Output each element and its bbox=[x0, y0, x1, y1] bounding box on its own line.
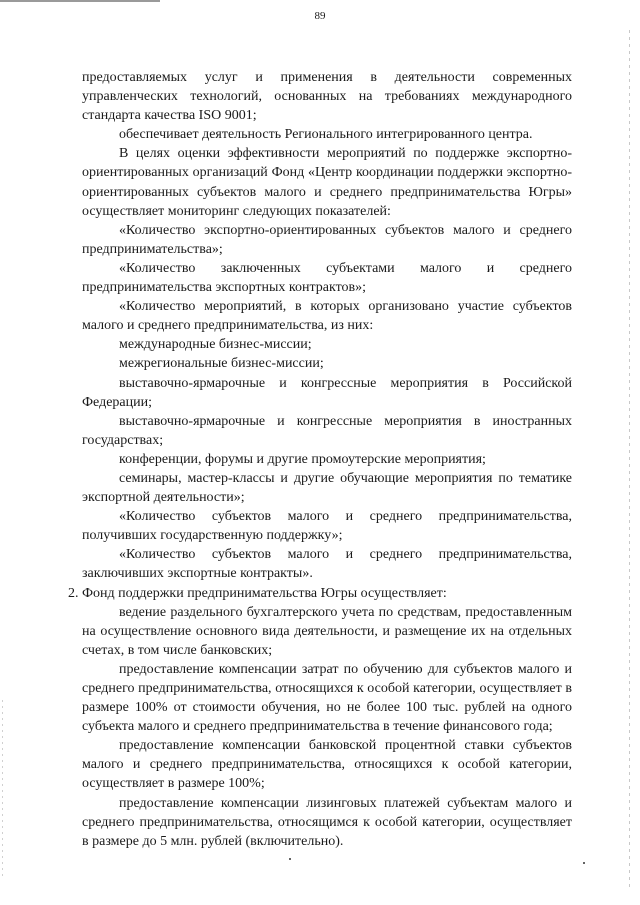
paragraph: «Количество субъектов малого и среднего предпринимательства, заключивших экспортные контракты». bbox=[82, 547, 572, 582]
paragraph: «Количество мероприятий, в которых организовано участие субъектов малого и среднего предпринимательства, из них: bbox=[82, 299, 572, 334]
list-item: международные бизнес-миссии; bbox=[119, 337, 312, 353]
scan-edge-right bbox=[629, 30, 630, 890]
paragraph: предоставление компенсации затрат по обучению для субъектов малого и среднего предпринимательства, относящихся к особой категории, осуществляет в размере 100% от стоимости обучения, но не более 100 тыс. рублей на одного субъекта малого и среднего предпринимательства в течение финансового года; bbox=[82, 661, 572, 735]
scan-edge-left bbox=[2, 700, 3, 880]
list-item: выставочно-ярмарочные и конгрессные мероприятия в иностранных государствах; bbox=[82, 413, 572, 448]
paragraph: обеспечивает деятельность Регионального интегрированного центра. bbox=[119, 127, 533, 143]
paragraph: В целях оценки эффективности мероприятий по поддержке экспортно-ориентированных организаций Фонд «Центр координации поддержки экспортно-ориентированных субъектов малого и среднего предпринимательства Югры» осуществляет мониторинг следующих показателей: bbox=[82, 146, 572, 219]
page-number: 89 bbox=[314, 10, 326, 22]
list-item: семинары, мастер-классы и другие обучающие мероприятия по тематике экспортной деятельности»; bbox=[82, 470, 572, 506]
paragraph: предоставление компенсации банковской процентной ставки субъектов малого и среднего предпринимательства, относящихся к особой категории, осуществляет в размере 100%; bbox=[82, 738, 572, 792]
paragraph: предоставляемых услуг и применения в деятельности современных управленческих технологий, основанных на требованиях международного стандарта качества ISO 9001; bbox=[82, 70, 572, 124]
paragraph-text: Фонд поддержки предпринимательства Югры осуществляет: bbox=[82, 585, 447, 601]
scan-speck bbox=[583, 862, 585, 864]
paragraph: ведение раздельного бухгалтерского учета по средствам, предоставленным на осуществление основного вида деятельности, и размещение их на отдельных счетах, в том числе банковских; bbox=[82, 604, 572, 658]
body-text bbox=[68, 68, 572, 851]
scan-speck bbox=[289, 858, 291, 860]
list-item: выставочно-ярмарочные и конгрессные мероприятия в Российской Федерации; bbox=[82, 375, 572, 410]
scan-edge-top bbox=[0, 0, 160, 2]
paragraph-number: 2. bbox=[68, 585, 79, 601]
paragraph: «Количество заключенных субъектами малого и среднего предпринимательства экспортных контрактов»; bbox=[82, 260, 572, 296]
list-item: межрегиональные бизнес-миссии; bbox=[119, 356, 324, 372]
numbered-paragraph bbox=[68, 584, 572, 603]
list-item: конференции, форумы и другие промоутерские мероприятия; bbox=[119, 451, 486, 467]
paragraph: «Количество экспортно-ориентированных субъектов малого и среднего предпринимательства»; bbox=[82, 222, 572, 257]
paragraph: предоставление компенсации лизинговых платежей субъектам малого и среднего предпринимательства, относящимся к особой категории, осуществляет в размере до 5 млн. рублей (включительно). bbox=[82, 795, 572, 849]
paragraph: «Количество субъектов малого и среднего предпринимательства, получивших государственную поддержку»; bbox=[82, 509, 572, 544]
